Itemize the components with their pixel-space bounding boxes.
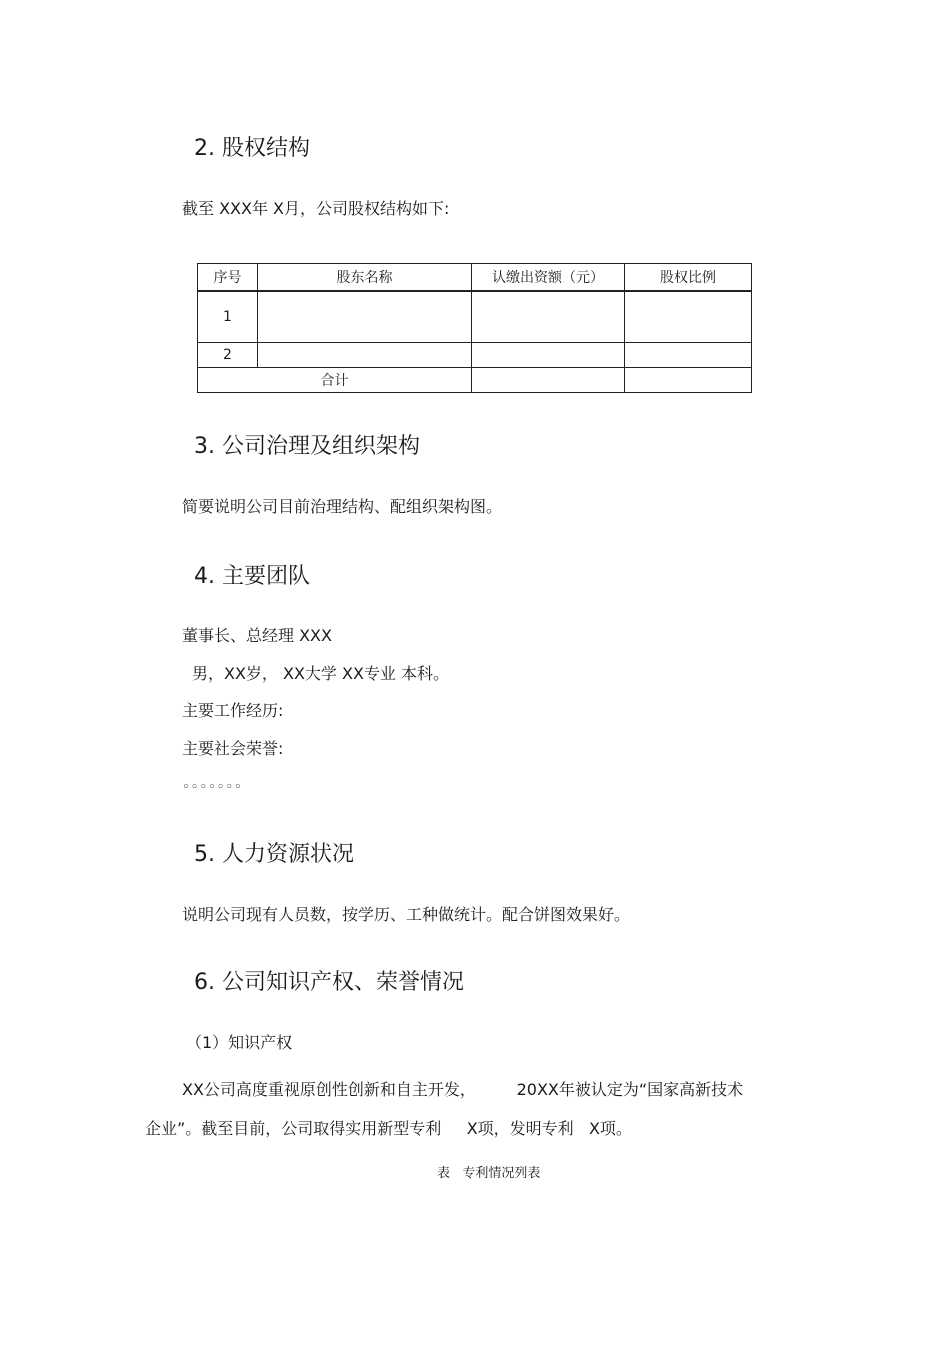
col-header-ratio: 股权比例 bbox=[625, 264, 752, 292]
governance-text: 简要说明公司目前治理结构、配组织架构图。 bbox=[182, 497, 503, 516]
total-ratio bbox=[625, 368, 752, 393]
section-title-ip: 6. 公司知识产权、荣誉情况 bbox=[194, 970, 464, 995]
section-title-equity: 2. 股权结构 bbox=[194, 136, 310, 161]
col-header-shareholder: 股东名称 bbox=[258, 264, 472, 292]
table-header-row bbox=[198, 264, 752, 292]
cell-ratio bbox=[625, 291, 752, 343]
cell-amount bbox=[472, 343, 625, 368]
table-row bbox=[198, 291, 752, 343]
total-label: 合计 bbox=[198, 368, 472, 393]
col-header-no: 序号 bbox=[198, 264, 258, 292]
ip-paragraph-line1: XX公司高度重视原创性创新和自主开发， 20XX年被认定为“国家高新技术 bbox=[182, 1080, 744, 1099]
ip-subtitle: （1）知识产权 bbox=[186, 1033, 293, 1052]
section-title-team: 4. 主要团队 bbox=[194, 564, 310, 589]
team-work-experience: 主要工作经历: bbox=[182, 701, 284, 720]
team-profile: 男，XX岁， XX大学 XX专业 本科。 bbox=[192, 664, 450, 683]
ip-paragraph-line2: 企业”。截至目前，公司取得实用新型专利 X项，发明专利 X项。 bbox=[145, 1119, 632, 1138]
col-header-amount: 认缴出资额（元） bbox=[472, 264, 625, 292]
cell-shareholder bbox=[258, 291, 472, 343]
section-title-governance: 3. 公司治理及组织架构 bbox=[194, 434, 420, 459]
equity-intro: 截至 XXX年 X月，公司股权结构如下: bbox=[182, 199, 450, 218]
table-caption: 表 专利情况列表 bbox=[437, 1166, 541, 1181]
cell-amount bbox=[472, 291, 625, 343]
table-row bbox=[198, 343, 752, 368]
cell-no: 1 bbox=[198, 291, 258, 343]
cell-no: 2 bbox=[198, 343, 258, 368]
section-title-hr: 5. 人力资源状况 bbox=[194, 842, 354, 867]
cell-shareholder bbox=[258, 343, 472, 368]
equity-table bbox=[197, 263, 752, 393]
total-amount bbox=[472, 368, 625, 393]
team-honors: 主要社会荣誉: bbox=[182, 739, 284, 758]
team-placeholder-dots: ◦◦◦◦◦◦◦ bbox=[182, 780, 243, 795]
table-total-row bbox=[198, 368, 752, 393]
hr-text: 说明公司现有人员数，按学历、工种做统计。配合饼图效果好。 bbox=[182, 905, 631, 924]
team-name-line: 董事长、总经理 XXX bbox=[182, 626, 332, 645]
cell-ratio bbox=[625, 343, 752, 368]
